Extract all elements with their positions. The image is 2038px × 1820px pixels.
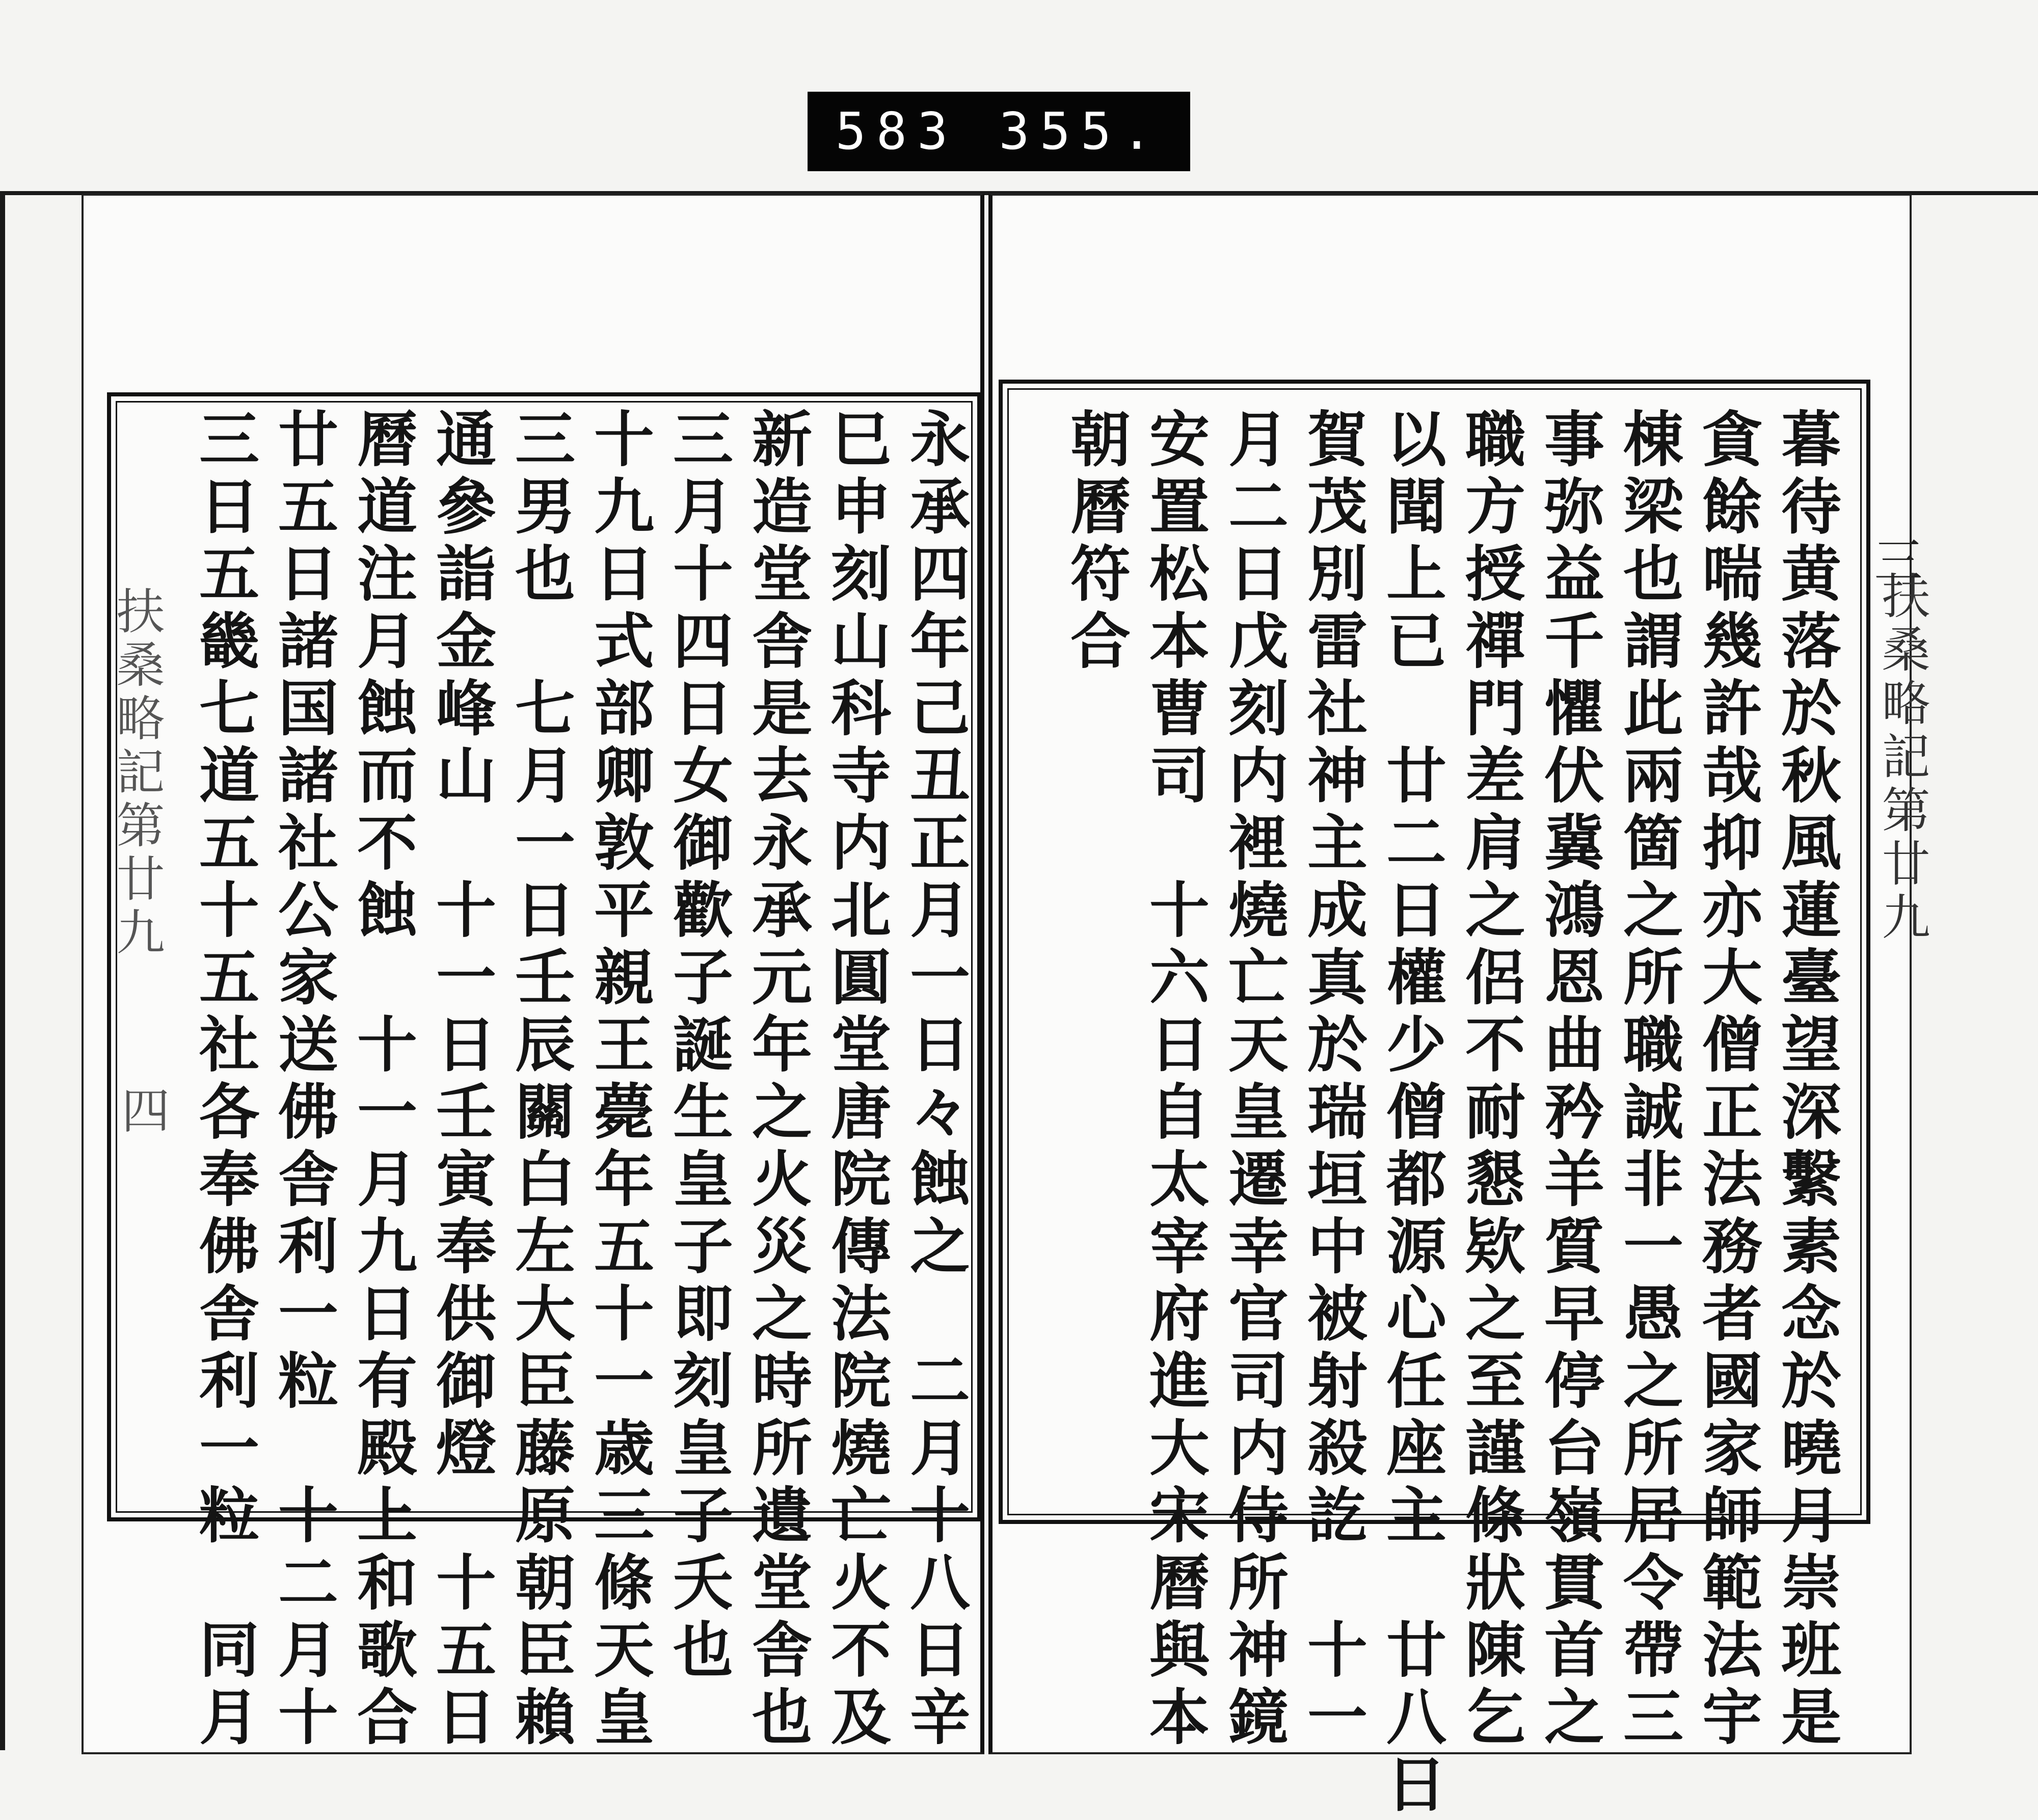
left-page-number: 四 (114, 1085, 170, 1134)
right-column-3: 棟梁也謂此兩箇之所職誠非一愚之所居令帶三 (1613, 408, 1684, 1753)
left-column-9: 廿五日諸国諸社公家送佛舎利一粒 十二月十 (268, 408, 339, 1753)
left-gutter-title: 扶桑略記第廿九 (109, 586, 165, 960)
left-column-6: 三男也 七月一日壬辰關白左大臣藤原朝臣賴 (505, 408, 576, 1753)
left-column-8: 曆道注月蝕而不蝕 十一月九日有殿上和歌合 (347, 408, 418, 1753)
right-column-7: 賀茂別雷社神主成真於瑞垣中被射殺訖 十一 (1297, 408, 1368, 1753)
right-gutter-title: 扶桑略記第廿九 (1874, 571, 1930, 945)
right-page-number: 三 (1866, 535, 1922, 583)
right-column-1: 暮待黄落於秋風蓮臺望深繫素念於曉月崇班是 (1771, 408, 1842, 1753)
right-column-4: 事弥益千懼伏冀鴻恩曲矜羊質早停台嶺貫首之 (1534, 408, 1605, 1753)
left-column-3: 新造堂舎是去永承元年之火災之時所遺堂舎也 (742, 408, 813, 1753)
archive-tag: 583 355. (808, 92, 1190, 171)
right-column-10: 朝曆符合 (1060, 408, 1131, 677)
left-column-7: 通參詣金峰山 十一日壬寅奉供御燈 十五日 (426, 408, 497, 1753)
scan-left-edge (0, 194, 5, 1750)
left-column-5: 十九日式部卿敦平親王薨年五十一歳三條天皇 (584, 408, 655, 1753)
right-column-8: 月二日戊刻内裡燒亡天皇遷幸官司内侍所神鏡 (1218, 408, 1289, 1753)
right-column-2: 貪餘喘幾許哉抑亦大僧正法務者國家師範法宇 (1692, 408, 1763, 1753)
right-column-9: 安置松本曹司 十六日自太宰府進大宋曆與本 (1139, 408, 1210, 1753)
left-column-1: 永承四年己丑正月一日々蝕之 二月十八日辛 (900, 408, 971, 1753)
left-column-4: 三月十四日女御歡子誕生皇子即刻皇子夭也 (663, 408, 734, 1685)
left-column-2: 巳申刻山科寺内北圓堂唐院傳法院燒亡火不及 (821, 408, 892, 1753)
left-column-10: 三日五畿七道五十五社各奉佛舎利一粒 同月 (189, 408, 260, 1753)
right-column-5: 職方授禪門差肩之侶不耐懇欵之至謹條狀陳乞 (1455, 408, 1526, 1753)
right-column-6: 以聞上已 廿二日權少僧都源心任座主 廿八日 (1376, 408, 1447, 1820)
